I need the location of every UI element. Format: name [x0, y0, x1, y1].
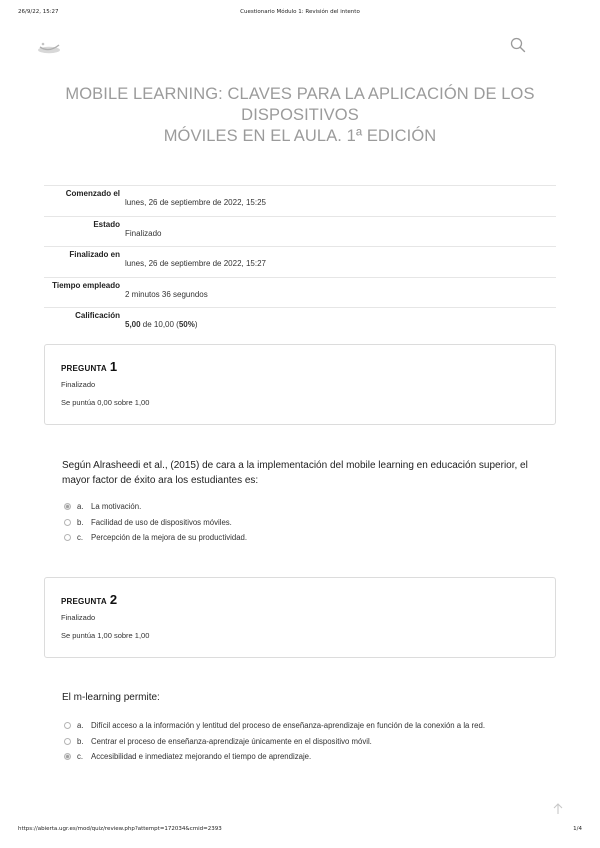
radio-icon[interactable]: [64, 722, 71, 729]
print-date: 26/9/22, 15:27: [18, 9, 59, 15]
answer-option[interactable]: [64, 734, 564, 750]
summary-row: [44, 216, 556, 247]
answer-text: Percepción de la mejora de su productividad.: [91, 533, 248, 543]
answer-letter: c.: [77, 752, 84, 762]
answer-text: Centrar el proceso de enseñanza-aprendizaje únicamente en el dispositivo móvil.: [91, 736, 372, 746]
answer-text: Facilidad de uso de dispositivos móviles.: [91, 517, 232, 527]
summary-label-finished: Finalizado en: [69, 250, 120, 259]
question-grade: Se puntúa 1,00 sobre 1,00: [61, 631, 150, 640]
question-text: El m-learning permite:: [62, 692, 160, 703]
answer-option[interactable]: [64, 530, 564, 546]
print-url[interactable]: https://abierta.ugr.es/mod/quiz/review.php?attempt=172034&cmid=2393: [18, 826, 222, 832]
answer-letter: a.: [77, 721, 84, 731]
question-heading: [61, 359, 555, 374]
summary-label-grade: Calificación: [75, 311, 120, 320]
page-title: [40, 84, 560, 147]
answer-letter: c.: [77, 533, 84, 543]
summary-row: [44, 246, 556, 277]
summary-value-grade: [120, 308, 198, 338]
summary-value-time-taken: 2 minutos 36 segundos: [125, 289, 208, 299]
answer-option[interactable]: [64, 718, 564, 734]
radio-selected-icon[interactable]: [64, 753, 71, 760]
summary-value-state: Finalizado: [125, 228, 162, 238]
question-state: Finalizado: [61, 613, 96, 622]
answer-text: Accesibilidad e inmediatez mejorando el tiempo de aprendizaje.: [91, 752, 312, 762]
attempt-summary-table: [44, 185, 556, 338]
summary-value-finished: lunes, 26 de septiembre de 2022, 15:27: [125, 259, 266, 268]
summary-row: [44, 307, 556, 338]
grade-close: ): [194, 320, 198, 329]
grade-score: 5,00: [125, 320, 141, 329]
answer-letter: b.: [77, 517, 84, 527]
question-number: 1: [109, 359, 118, 374]
print-doc-title: Cuestionario Módulo 1: Revisión del intento: [240, 9, 360, 15]
answer-option[interactable]: [64, 515, 564, 531]
question-info-box: [44, 577, 556, 658]
question-heading-label: PREGUNTA: [61, 364, 107, 373]
print-page-number: 1/4: [573, 826, 582, 832]
radio-icon[interactable]: [64, 534, 71, 541]
print-footer: [18, 826, 582, 836]
answer-text: Difícil acceso a la información y lentitud del proceso de enseñanza-aprendizaje en función de la conexión a la red.: [91, 721, 485, 731]
question-grade: Se puntúa 0,00 sobre 1,00: [61, 398, 150, 407]
answer-text: La motivación.: [91, 502, 142, 512]
question-text: Según Alrasheedi et al., (2015) de cara a la implementación del mobile learning en educación superior, el mayor factor de éxito ara los estudiantes es:: [62, 460, 528, 486]
logo-icon[interactable]: [34, 38, 64, 56]
radio-selected-icon[interactable]: [64, 503, 71, 510]
summary-row: [44, 277, 556, 308]
radio-icon[interactable]: [64, 519, 71, 526]
answer-letter: b.: [77, 736, 84, 746]
summary-row: [44, 185, 556, 216]
question-state: Finalizado: [61, 380, 96, 389]
answer-option[interactable]: [64, 749, 564, 765]
answer-list: [64, 718, 564, 765]
question-heading: [61, 592, 555, 607]
radio-icon[interactable]: [64, 738, 71, 745]
answer-option[interactable]: [64, 499, 564, 515]
page-title-line-2: MÓVILES EN EL AULA. 1ª EDICIÓN: [163, 127, 437, 145]
grade-total: de 10,00 (: [140, 320, 179, 329]
answer-letter: a.: [77, 502, 84, 512]
summary-label-started: Comenzado el: [65, 189, 120, 198]
question-heading-label: PREGUNTA: [61, 597, 107, 606]
summary-value-started: lunes, 26 de septiembre de 2022, 15:25: [125, 198, 266, 207]
summary-label-time-taken: Tiempo empleado: [52, 280, 120, 290]
page-title-line-1: MOBILE LEARNING: CLAVES PARA LA APLICACIÓN DE LOS DISPOSITIVOS: [65, 85, 535, 124]
arrow-up-icon[interactable]: [552, 802, 564, 816]
summary-label-state: Estado: [93, 219, 120, 229]
question-info-box: [44, 344, 556, 425]
search-icon[interactable]: [509, 36, 527, 54]
question-number: 2: [109, 592, 118, 607]
answer-list: [64, 499, 564, 546]
grade-percent: 50%: [178, 320, 195, 329]
print-header: [18, 9, 582, 19]
